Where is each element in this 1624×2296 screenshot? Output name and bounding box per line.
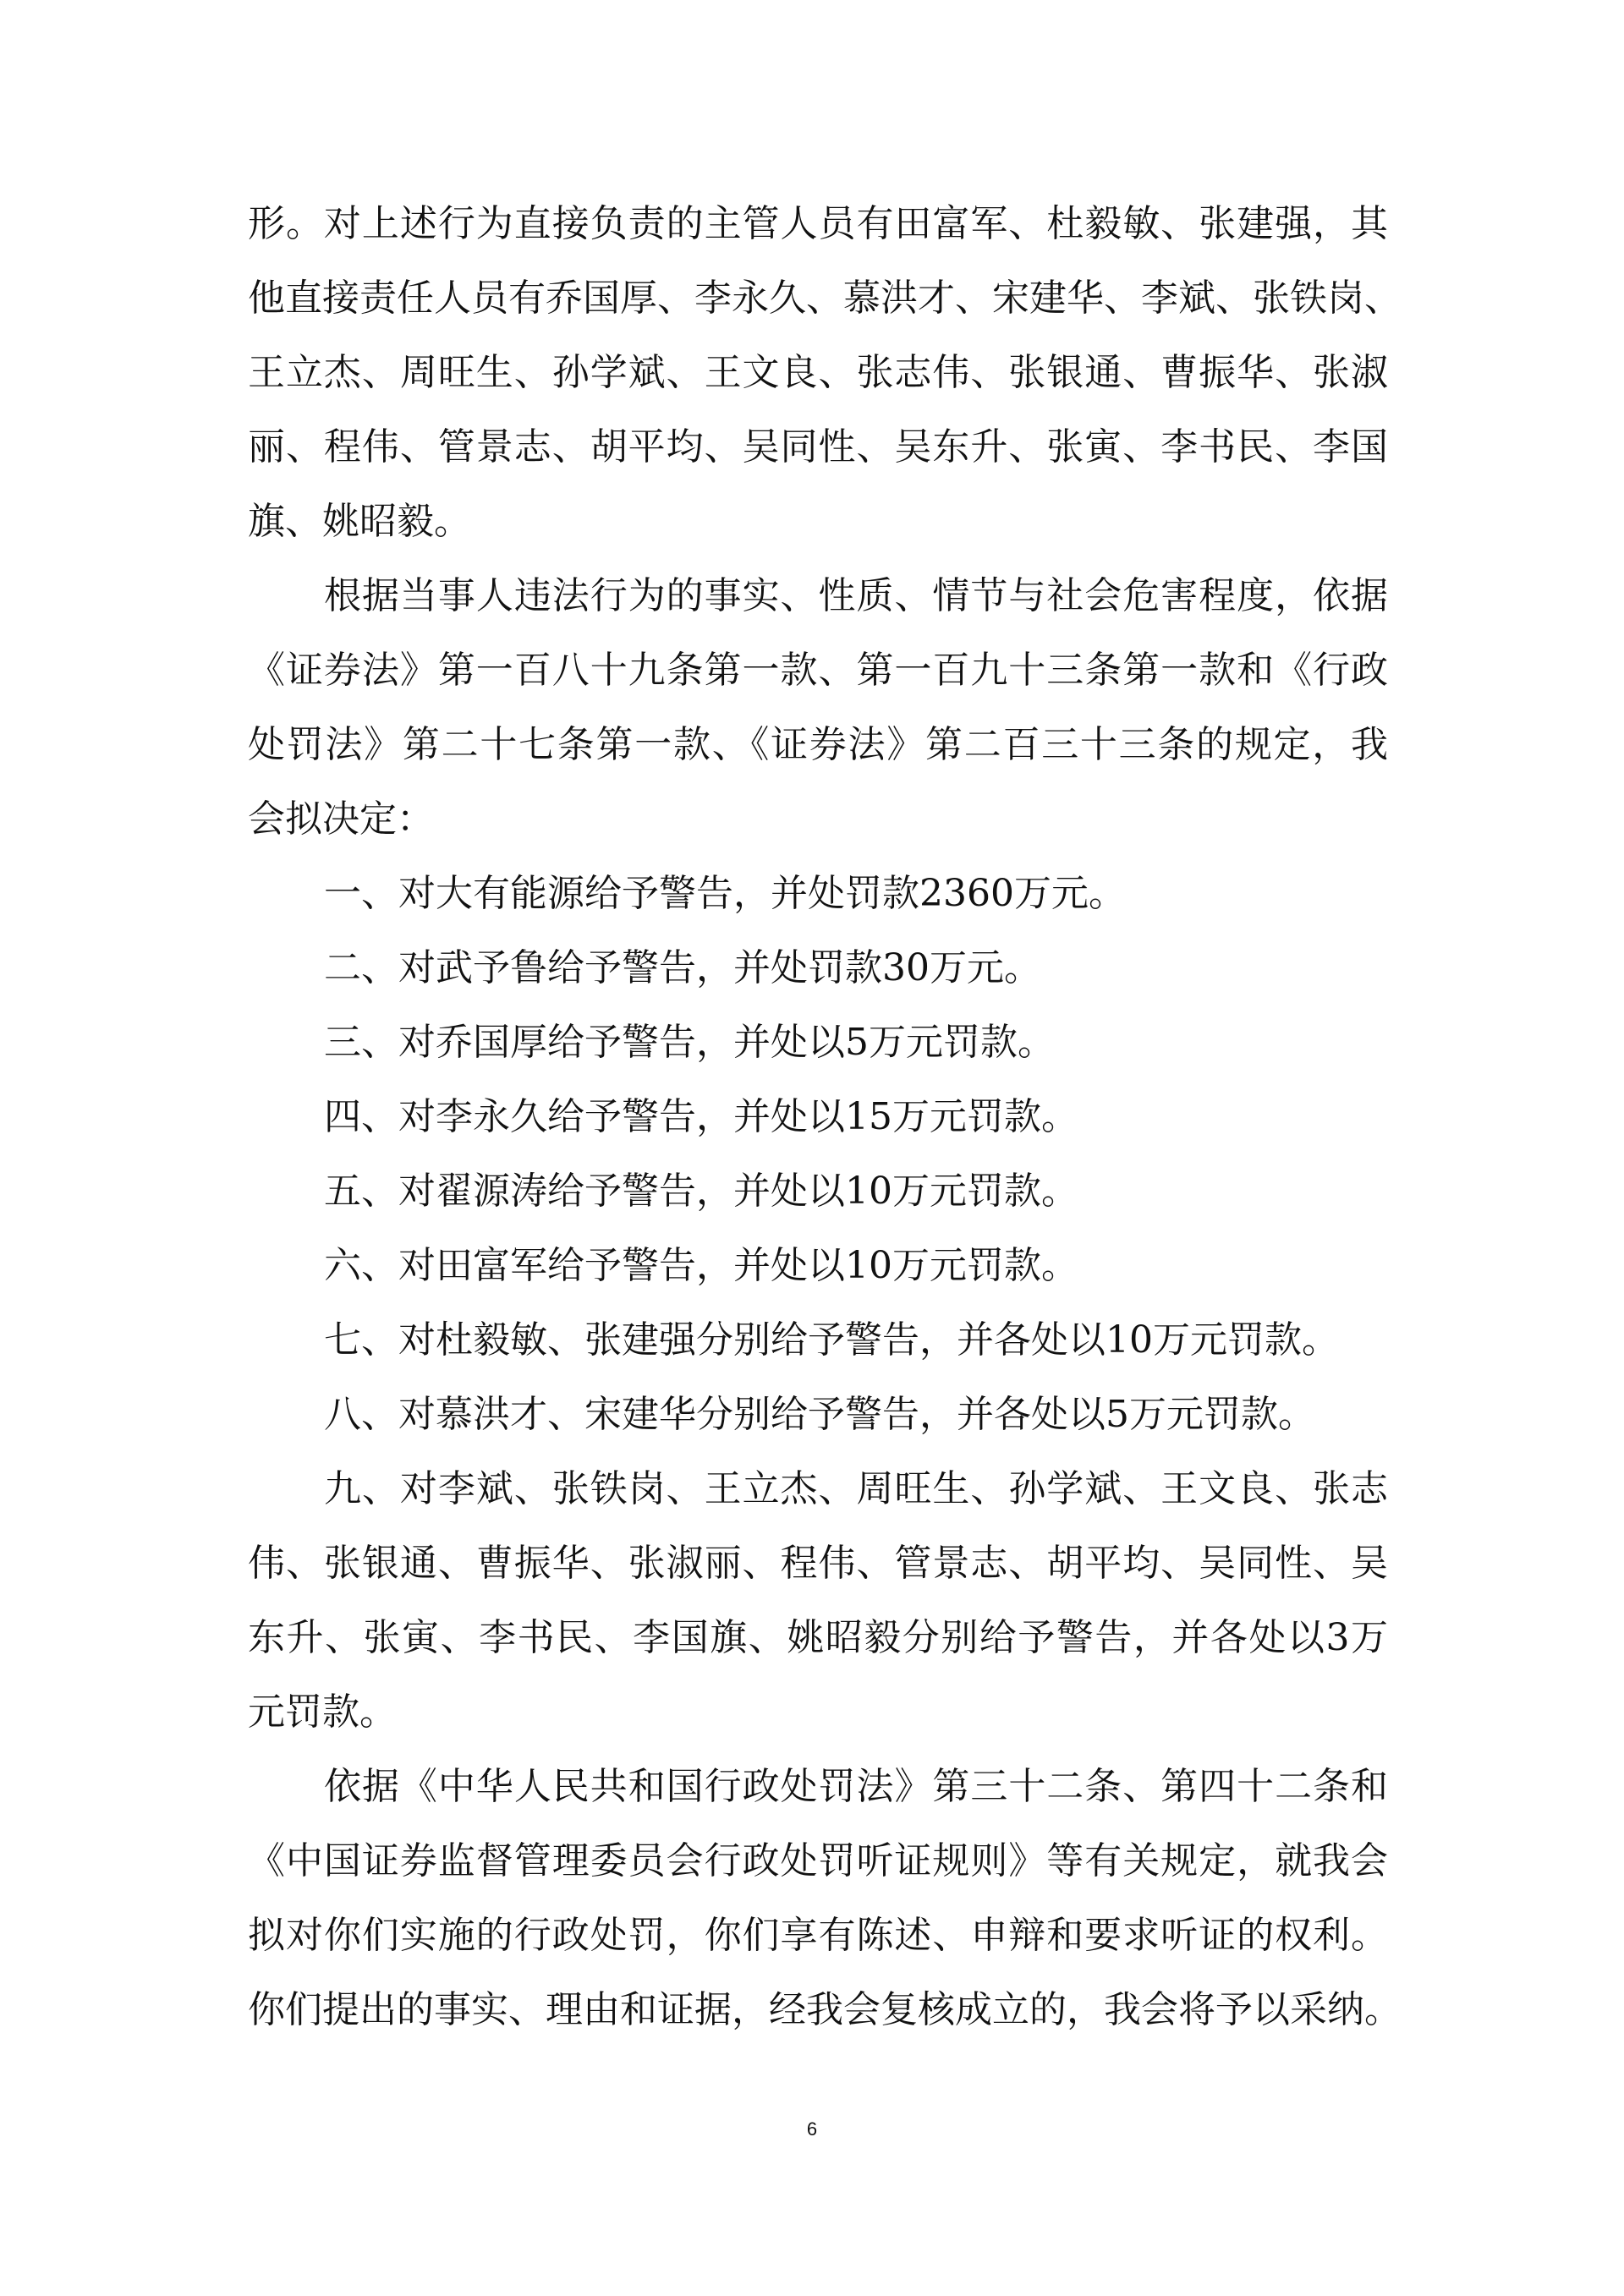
text-line: 九、对李斌、张铁岗、王立杰、周旺生、孙学斌、王文良、张志 — [324, 1467, 1388, 1510]
text-line: 元罚款。 — [248, 1690, 397, 1734]
paragraph — [248, 1080, 1388, 1154]
text-line: 根据当事人违法行为的事实、性质、情节与社会危害程度，依据 — [324, 574, 1388, 617]
text-line: 一、对大有能源给予警告，并处罚款2360万元。 — [324, 872, 1126, 915]
text-line: 你们提出的事实、理由和证据，经我会复核成立的，我会将予以采纳。 — [248, 1988, 1402, 2031]
paragraph — [248, 559, 1388, 857]
text-line: 东升、张寅、李书民、李国旗、姚昭毅分别给予警告，并各处以3万 — [248, 1616, 1388, 1659]
paragraph — [248, 187, 1402, 559]
text-line: 处罚法》第二十七条第一款、《证券法》第二百三十三条的规定，我 — [248, 723, 1388, 766]
text-line: 《证券法》第一百八十九条第一款、第一百九十三条第一款和《行政 — [248, 649, 1388, 692]
text-line: 伟、张银通、曹振华、张淑丽、程伟、管景志、胡平均、吴同性、吴 — [248, 1542, 1388, 1585]
paragraph — [248, 857, 1388, 931]
paragraph — [248, 1229, 1388, 1303]
text-line: 他直接责任人员有乔国厚、李永久、慕洪才、宋建华、李斌、张铁岗、 — [248, 277, 1402, 320]
text-line: 拟对你们实施的行政处罚，你们享有陈述、申辩和要求听证的权利。 — [248, 1914, 1388, 1957]
paragraph — [248, 1750, 1402, 2047]
paragraph — [248, 1303, 1388, 1378]
text-line: 三、对乔国厚给予警告，并处以5万元罚款。 — [324, 1021, 1055, 1064]
text-line: 依据《中华人民共和国行政处罚法》第三十二条、第四十二条和 — [324, 1765, 1388, 1808]
text-line: 六、对田富军给予警告，并处以10万元罚款。 — [324, 1244, 1078, 1287]
paragraph — [248, 931, 1388, 1006]
paragraph — [248, 1378, 1388, 1452]
text-line: 王立杰、周旺生、孙学斌、王文良、张志伟、张银通、曹振华、张淑 — [248, 351, 1388, 394]
page-number: 6 — [806, 2118, 818, 2140]
text-line: 旗、姚昭毅。 — [248, 500, 471, 543]
paragraph — [248, 1006, 1388, 1080]
paragraph — [248, 1154, 1388, 1229]
text-line: 五、对翟源涛给予警告，并处以10万元罚款。 — [324, 1170, 1078, 1213]
text-line: 丽、程伟、管景志、胡平均、吴同性、吴东升、张寅、李书民、李国 — [248, 425, 1388, 469]
text-line: 二、对武予鲁给予警告，并处罚款30万元。 — [324, 946, 1041, 989]
text-line: 七、对杜毅敏、张建强分别给予警告，并各处以10万元罚款。 — [324, 1318, 1339, 1362]
text-line: 会拟决定： — [248, 797, 434, 841]
text-line: 四、对李永久给予警告，并处以15万元罚款。 — [324, 1095, 1078, 1138]
paragraph — [248, 1452, 1388, 1750]
text-line: 八、对慕洪才、宋建华分别给予警告，并各处以5万元罚款。 — [324, 1393, 1315, 1436]
text-line: 形。对上述行为直接负责的主管人员有田富军、杜毅敏、张建强，其 — [248, 202, 1388, 245]
text-line: 《中国证券监督管理委员会行政处罚听证规则》等有关规定，就我会 — [248, 1839, 1388, 1882]
document-body — [248, 187, 1402, 2047]
